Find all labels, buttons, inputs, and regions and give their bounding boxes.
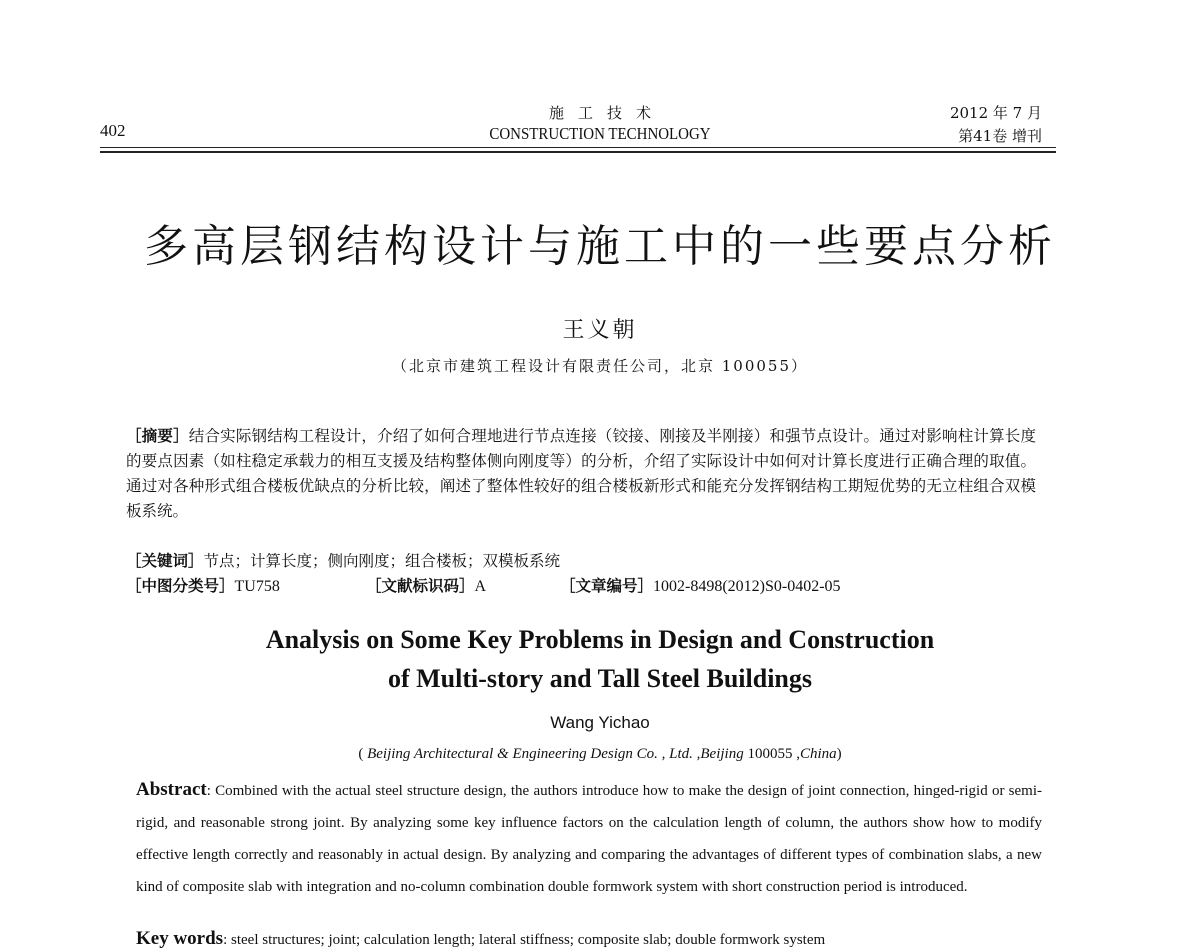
author-name-cn: 王义朝 (562, 318, 638, 343)
affil-open-paren: ( (358, 746, 368, 762)
keywords-en-label: Key words (136, 928, 224, 949)
clc-value: TU758 (234, 578, 280, 595)
document-code (366, 574, 486, 596)
page-number: 402 (100, 121, 126, 140)
paper-title-en (100, 620, 1100, 698)
affil-postcode: 100055 , (743, 746, 800, 762)
keywords-en (136, 928, 825, 950)
abstract-en (136, 774, 1042, 903)
abstract-en-label: Abstract (136, 779, 207, 800)
affil-close-paren: ) (836, 746, 842, 762)
affiliation-cn: （北京市建筑工程设计有限责任公司，北京 100055） (391, 357, 809, 375)
abstract-en-separator: : (206, 783, 216, 799)
clc-code (126, 574, 280, 596)
article-no-value: 1002-8498(2012)S0-0402-05 (653, 578, 841, 595)
abstract-cn-text: 结合实际钢结构工程设计，介绍了如何合理地进行节点连接（铰接、刚接及半刚接）和强节点设计。通过对影响柱计算长度的要点因素（如柱稳定承载力的相互支援及结构整体侧向刚度等）的分析，介绍了实际设计中如何对计算长度进行正确合理的取值。通过对各种形式组合楼板优缺点的分析比较，阐述了整体性较好的组合楼板新形式和能充分发挥钢结构工期短优势的无立柱组合双模板系统。 (126, 427, 1036, 520)
abstract-cn (126, 424, 1036, 524)
keywords-en-separator: : (223, 932, 231, 948)
keywords-en-text: steel structures; joint; calculation length; lateral stiffness; composite slab; double formwork system (231, 932, 826, 948)
paper-title-en-line2: of Multi-story and Tall Steel Buildings (387, 664, 813, 693)
header-rule-thin (100, 147, 1056, 148)
doc-code-label: ［文献标识码］ (366, 577, 475, 595)
clc-label: ［中图分类号］ (126, 577, 235, 595)
article-no-label: ［文章编号］ (560, 577, 654, 595)
abstract-en-text: Combined with the actual steel structure design, the authors introduce how to make the design of joint connection, hinged-rigid or semi-rigid, and reasonable strong joint. By analyzing some key influence factors on the calculation length of column, the authors show how to modify effective length correctly and reasonably in actual design. By analyzing and comparing the advantages of different types of combination slabs, a new kind of composite slab with integration and no-column combination double formwork system with short construction period is introduced. (136, 783, 1042, 895)
affil-org: Beijing Architectural & Engineering Design Co. , Ltd. ,Beijing (367, 746, 744, 762)
keywords-cn (126, 549, 560, 571)
keywords-cn-text: 节点；计算长度；侧向刚度；组合楼板；双模板系统 (203, 552, 561, 570)
doc-code-value: A (474, 578, 487, 595)
volume-info: 第41卷 增刊 (958, 127, 1042, 145)
affiliation-en (100, 746, 1100, 763)
journal-title-en: CONSTRUCTION TECHNOLOGY (489, 124, 711, 143)
header-rule-thick (100, 151, 1056, 153)
issue-date: 2012 年 7 月 (949, 104, 1042, 122)
author-name-en: Wang Yichao (550, 713, 650, 732)
affil-country: China (799, 746, 837, 762)
paper-title-en-line1: Analysis on Some Key Problems in Design and Construction (265, 625, 935, 654)
article-number (560, 574, 841, 596)
keywords-cn-label: ［关键词］ (126, 552, 204, 570)
abstract-cn-label: ［摘要］ (126, 427, 189, 445)
journal-title-cn: 施工技术 (548, 104, 665, 122)
paper-title-cn: 多高层钢结构设计与施工中的一些要点分析 (144, 221, 1056, 272)
